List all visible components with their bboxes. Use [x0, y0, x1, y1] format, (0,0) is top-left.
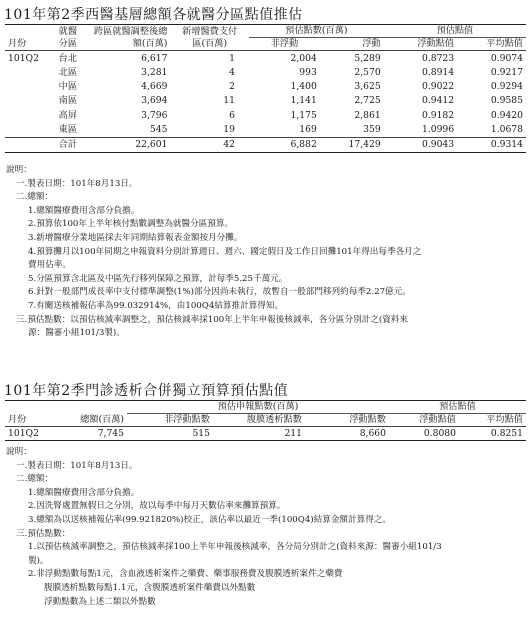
header-adj-1: 跨區就醫調整後總	[93, 25, 168, 37]
cell-adj: 3,796	[141, 109, 168, 121]
cell-nonfloat: 1,400	[290, 81, 317, 93]
note-line: 二.總額：	[16, 474, 54, 485]
note-line: 一.製表日期：101年8月13日。	[16, 178, 138, 189]
cell-new: 1	[229, 52, 235, 64]
table-header-row	[5, 414, 526, 427]
note-line: 2.因洗腎處置無假日之分別，故以每季中每月天數佔率來攤算預算。	[28, 501, 286, 512]
table-row	[5, 94, 526, 108]
note-line: 5.分區預算含北區及中區先行移列保障之預算，計每季5.25千萬元。	[28, 273, 288, 284]
cell-month	[5, 122, 45, 137]
cell-total: 7,745	[55, 427, 127, 441]
header-pred-value: 預估點值	[389, 401, 526, 414]
cell-month	[5, 108, 45, 122]
header-total: 總額(百萬)	[55, 414, 127, 427]
header-pred-points: 預估點數(百萬)	[249, 25, 384, 38]
header-newpay-2: 區(百萬)	[170, 38, 249, 51]
table-header-row	[5, 38, 526, 51]
header-float: 浮動	[320, 38, 384, 51]
total-new: 42	[170, 137, 249, 152]
header-month: 月份	[5, 38, 45, 51]
note-line: 2.預算依100年上半年核付點數調整為就醫分區預算。	[28, 219, 234, 230]
header-peritoneal: 腹膜透析點數	[213, 414, 305, 427]
note-line: 2.非浮動點數每點1元，含血液透析案件之藥費、藥事服務費及腹膜透析案件之藥費	[28, 569, 343, 580]
cell-fv: 0.9182	[421, 109, 455, 121]
table-row	[5, 122, 526, 137]
cell-av: 0.9420	[490, 109, 523, 121]
note-line: 腹膜透析點數每點1.1元，含腹膜透析案件藥費以外點數	[44, 582, 256, 593]
total-adj: 22,601	[91, 137, 171, 152]
note-line: 三.預估點數：	[16, 528, 71, 539]
header-float-value: 浮動點值	[389, 414, 459, 427]
cell-nonfloat: 169	[299, 124, 317, 136]
cell-fv: 0.9022	[421, 81, 455, 93]
cell-nonfloat: 2,004	[290, 52, 317, 64]
header-float: 浮動點數	[305, 414, 389, 427]
header-nonfloat: 非浮動點數	[127, 414, 213, 427]
cell-new: 6	[229, 109, 235, 121]
regional-point-value-table	[5, 24, 526, 153]
cell-float: 3,625	[354, 81, 381, 93]
note-line: 3.總額為以送核補報佔率(99.921820%)校正，該佔率以最近一季(100Q4)結算金額計算得之。	[28, 514, 391, 525]
cell-nonfloat: 1,175	[290, 109, 317, 121]
note-line: 1.總額醫療費用含部分負擔。	[28, 205, 140, 216]
section2-notes	[6, 446, 521, 609]
table-row	[5, 65, 526, 79]
cell-av: 0.9294	[490, 81, 523, 93]
cell-av: 0.9217	[490, 66, 523, 78]
note-line: 源：醫審小組101/3製)。	[28, 328, 125, 339]
cell-nonfloat: 515	[127, 427, 213, 441]
cell-new: 11	[223, 95, 235, 107]
note-line: 二.總額：	[16, 192, 54, 203]
section1-title: 101年第2季西醫基層總額各就醫分區點值推估	[4, 7, 303, 23]
cell-adj: 4,669	[141, 81, 168, 93]
cell-float: 5,289	[354, 52, 381, 64]
cell-region: 高屏	[58, 109, 78, 121]
table-row	[5, 80, 526, 94]
cell-adj: 545	[149, 124, 168, 136]
header-float-value: 浮動點值	[384, 38, 457, 51]
table-header-row	[5, 401, 526, 414]
table-row	[5, 108, 526, 122]
header-adj-2: 額(百萬)	[91, 38, 171, 51]
cell-month	[5, 65, 45, 79]
cell-av: 1.0678	[490, 124, 523, 136]
note-line: 說明：	[6, 447, 32, 457]
header-month: 月份	[5, 414, 55, 427]
cell-new: 19	[223, 124, 235, 136]
dialysis-point-value-table	[5, 400, 526, 441]
header-pred-points: 預估申報點數(百萬)	[127, 401, 389, 414]
cell-region: 東區	[58, 124, 78, 136]
cell-adj: 3,694	[141, 95, 168, 107]
section1-notes	[6, 164, 521, 341]
header-region-2: 分區	[45, 38, 91, 51]
cell-fv: 0.8723	[421, 52, 455, 64]
total-label: 合計	[45, 137, 91, 152]
cell-adj: 6,617	[141, 52, 168, 64]
cell-month	[5, 80, 45, 94]
note-line: 費用佔率。	[28, 260, 71, 271]
header-avg-value: 平均點值	[459, 414, 526, 427]
header-newpay-1: 新增醫費支付	[182, 25, 238, 37]
cell-fv: 0.8914	[421, 66, 455, 78]
table-row	[5, 51, 526, 66]
cell-nonfloat: 1,141	[290, 95, 317, 107]
note-line: 7.有關送核補報佔率為99.032914%，由100Q4結算推計算得知。	[28, 300, 284, 311]
note-line: 三.預估點數：以預估核減率調整之，預估核減率採100年上半年申報後核減率，各分區分別計之(資料來	[16, 314, 409, 325]
note-line: 說明：	[6, 165, 32, 175]
note-line: 製)。	[28, 555, 49, 566]
cell-float: 2,861	[354, 109, 381, 121]
table-header-row	[5, 25, 526, 38]
cell-month: 101Q2	[8, 52, 39, 64]
total-float-value: 0.9043	[384, 137, 457, 152]
cell-adj: 3,281	[141, 66, 168, 78]
header-region-1: 就醫	[58, 25, 78, 37]
cell-av: 0.9585	[490, 95, 523, 107]
cell-new: 2	[229, 81, 235, 93]
table-row	[5, 427, 526, 441]
cell-avg-value: 0.8251	[459, 427, 526, 441]
header-nonfloat: 非浮動	[249, 38, 320, 51]
total-avg-value: 0.9314	[457, 137, 526, 152]
cell-fv: 0.9412	[421, 95, 455, 107]
cell-month	[5, 94, 45, 108]
cell-new: 4	[229, 66, 235, 78]
total-float: 17,429	[320, 137, 384, 152]
cell-float: 359	[363, 124, 381, 136]
cell-region: 中區	[58, 81, 78, 93]
cell-region: 北區	[58, 66, 78, 78]
section2-title: 101年第2季門診透析合併獨立預算預估點值	[4, 383, 289, 399]
total-nonfloat: 6,882	[249, 137, 320, 152]
cell-av: 0.9074	[490, 52, 523, 64]
cell-float: 2,570	[354, 66, 381, 78]
header-pred-value: 預估點值	[384, 25, 526, 38]
cell-nonfloat: 993	[299, 66, 317, 78]
cell-float: 2,725	[354, 95, 381, 107]
note-line: 3.新增醫療分業地區採去年同期結算報表金額按月分攤。	[28, 232, 243, 243]
cell-region: 南區	[58, 95, 78, 107]
cell-fv: 1.0996	[421, 124, 455, 136]
note-line: 6.針對一般部門成長率中支付標準調整(1%)部分因尚未執行，故暫自一般部門移列約每季2.27億元。	[28, 287, 411, 298]
cell-float-value: 0.8080	[389, 427, 459, 441]
cell-region: 台北	[58, 52, 78, 64]
note-line: 1.以預估核減率調整之，預估核減率採100上半年申報後核減率，各分局分別計之(資料來源：醫審小組101/3	[28, 542, 442, 553]
note-line: 1.總額醫療費用含部分負擔。	[28, 487, 140, 498]
header-avg-value: 平均點值	[457, 38, 526, 51]
note-line: 浮動點數為上述二類以外點數	[44, 596, 156, 607]
cell-peritoneal: 211	[213, 427, 305, 441]
note-line: 4.預算攤月以100年同期之申報資料分別計算週日、週六、國定假日及工作日回攤101年得出每季各月之	[28, 246, 422, 257]
cell-month: 101Q2	[5, 427, 55, 441]
table-total-row	[5, 137, 526, 152]
note-line: 一.製表日期：101年8月13日。	[16, 460, 138, 471]
cell-float: 8,660	[305, 427, 389, 441]
